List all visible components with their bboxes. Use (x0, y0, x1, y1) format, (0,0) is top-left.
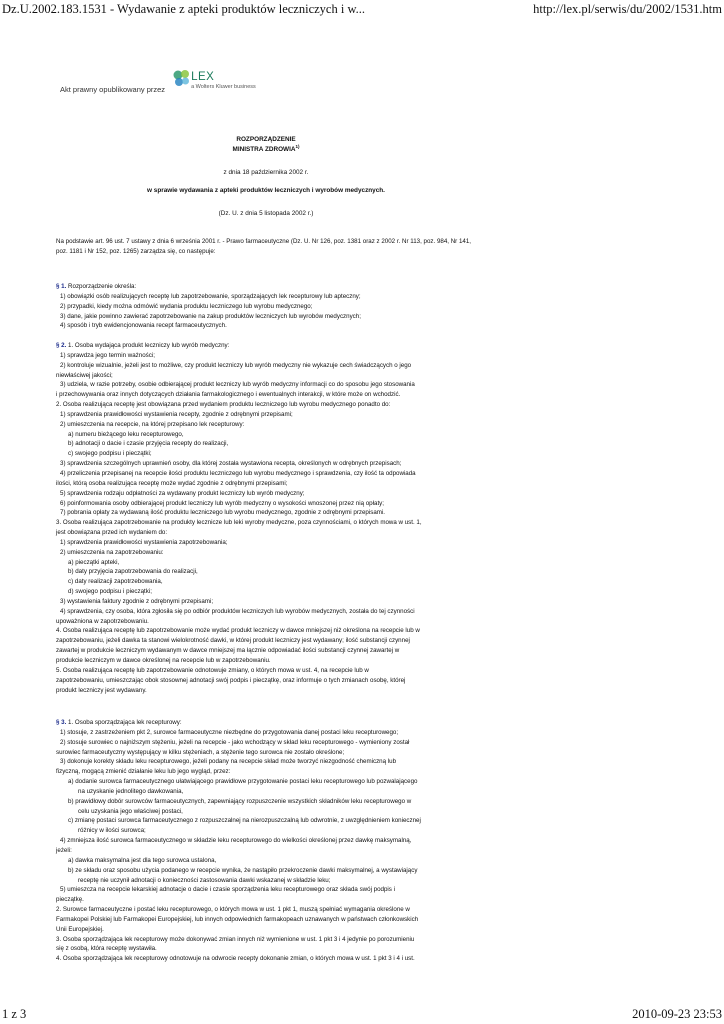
text-line: a) dodanie surowca farmaceutycznego ułatwiającego prawidłowe przygotowanie postaci leku recepturowego lub pozwalającego (68, 778, 418, 786)
text-line: 1) stosuje, z zastrzeżeniem pkt 2, surowce farmaceutyczne niezbędne do przygotowania danej postaci leku recepturowego; (60, 728, 399, 736)
page-counter: 1 z 3 (2, 1007, 27, 1021)
text-line: 2) przypadki, kiedy można odmówić wydania produktu leczniczego lub wyrobu medycznego; (60, 302, 313, 310)
text-line: 4) przeliczenia przepisanej na recepcie ilości produktu leczniczego lub wyrobu medycznego i sprawdzenia, czy ilość ta odpowiada (60, 469, 416, 477)
text-line: Unii Europejskiej. (56, 925, 104, 933)
text-line: 3. Osoba sporządzająca lek recepturowy może dokonywać zmian innych niż wymienione w ust. 1 pkt 3 i 4 jedynie po porozumieniu (56, 935, 415, 943)
text-line: b) ze składu oraz sposobu użycia podanego w recepcie wynika, że nastąpiło przekroczenie dawki maksymalnej, a wystawiający (68, 866, 418, 874)
doc-legal-basis: Na podstawie art. 96 ust. 7 ustawy z dnia 6 września 2001 r. - Prawo farmaceutyczne (Dz. U. Nr 126, poz. 1381 oraz z 2002 r. Nr 113, poz. 984, Nr 141, poz. 1181 i Nr 152, poz. 1265) zarządza się, co następuje: (56, 238, 471, 255)
text-line: b) prawidłowy dobór surowców farmaceutycznych, zapewniający rozpuszczenie wszystkich składników leku recepturowego w (68, 797, 412, 805)
text-line: 3. Osoba realizująca zapotrzebowanie na produkty lecznicze lub leki wyroby medyczne, poza czynnościami, o których mowa w ust. 1, (56, 519, 422, 527)
doc-title-line2 (56, 143, 476, 153)
lex-logo-subtitle: a Wolters Kluwer business (191, 84, 256, 90)
text-line: upoważniona w zapotrzebowaniu. (56, 617, 149, 625)
text-line: 3) udziela, w razie potrzeby, osobie odbierającej produkt leczniczy lub wyrób medyczny informacji co do sposobu jego stosowania (60, 381, 415, 389)
lex-logo-word: LEX (191, 71, 215, 83)
section-first-text: 1. Osoba wydająca produkt leczniczy lub wyrób medyczny: (66, 342, 230, 349)
text-line: fizyczną, mogącą zmienić działanie leku lub jego wygląd, przez: (56, 768, 231, 776)
text-line: produkcie leczniczym w dawce określonej na recepcie lub w zapotrzebowaniu. (56, 657, 271, 664)
text-line: Farmakopei Polskiej lub Farmakopei Europejskiej, lub innych odpowiednich farmakopeach uznawanych w państwach członkowskich (56, 915, 419, 923)
text-line: 2) kontroluje wizualnie, jeżeli jest to możliwe, czy produkt leczniczy lub wyrób medyczny nie wykazuje cech świadczących o jego (60, 361, 412, 369)
paragraph-mark: § 2. (56, 342, 67, 349)
doc-title-line1: ROZPORZĄDZENIE (236, 136, 296, 143)
text-line: 2. Osoba realizująca receptę jest obowiązana przed wydaniem produktu leczniczego lub wyrobu medycznego ponadto do: (56, 401, 391, 409)
text-line: produkt leczniczy jest wydawany. (56, 686, 147, 694)
text-line: b) daty przyjęcia zapotrzebowania do realizacji, (68, 568, 198, 576)
text-line: c) zmianę postaci surowca farmaceutycznego z rozpuszczalnej na nierozpuszczalną lub odwrotnie, z uwzględnieniem koniecznej (68, 817, 421, 825)
text-line: 3) dokonuje korekty składu leku recepturowego, jeżeli podany na recepcie skład może tworzyć niezgodność chemiczną lub (60, 758, 397, 766)
text-line: 2) umieszczenia na recepcie, na której przepisano lek recepturowy: (60, 420, 245, 428)
paragraph-mark: § 3. (56, 719, 67, 726)
section-first-text: 1. Osoba sporządzająca lek recepturowy: (66, 719, 182, 726)
text-line: 2) stosuje surowiec o najniższym stężeniu, jeżeli na recepcie - jako wchodzący w skład leku recepturowego - wymieniony został (60, 738, 410, 746)
section-2 (56, 341, 476, 695)
text-line: c) daty realizacji zapotrzebowania, (68, 578, 163, 586)
text-line: 1) sprawdzenia prawidłowości wystawienia zapotrzebowania; (60, 538, 228, 546)
text-line: c) swojego podpisu i pieczątki; (68, 450, 152, 458)
text-line: na uzyskanie jednolitego dawkowania, (78, 787, 184, 795)
text-line: a) numeru bieżącego leku recepturowego, (68, 430, 184, 438)
lex-logo-icon (171, 68, 193, 90)
text-line: 1) sprawdzenia prawidłowości wystawienia recepty, zgodnie z odrębnymi przepisami; (60, 410, 293, 418)
text-line: zawartej w produkcie leczniczym wydawanym w dawce mniejszej ma łącznie odpowiadać ilości substancji czynnej zawartej w (56, 647, 400, 655)
text-line: 5. Osoba realizująca receptę lub zapotrzebowanie odnotowuje zmiany, o których mowa w ust. 4, na recepcie lub w (56, 666, 369, 674)
text-line: 4. Osoba realizująca receptę lub zapotrzebowanie może wydać produkt leczniczy w dawce mniejszej niż określona na recepcie lub w (56, 627, 420, 635)
publisher-block (60, 68, 271, 94)
text-line: 4. Osoba sporządzająca lek recepturowy odnotowuje na odwrocie recepty dokonanie zmian, o których mowa w ust. 1 pkt 3 i 4 i ust. (56, 955, 415, 963)
doc-title-ministry: MINISTRA ZDROWIA (232, 146, 296, 153)
section-heading-line (56, 718, 476, 728)
text-line: 5) umieszcza na recepcie lekarskiej adnotacje o dacie i czasie sporządzenia leku recepturowego oraz składa swój podpis i (60, 886, 395, 894)
text-line: zapotrzebowaniu, jeżeli dawka ta stanowi wielokrotność dawki, w której produkt leczniczy jest wydawany; ilość substancji czynnej (56, 637, 410, 645)
text-line: ilości, którą osoba realizująca receptę może wydać zgodnie z odrębnymi przepisami; (56, 479, 288, 487)
text-line: b) adnotacji o dacie i czasie przyjęcia recepty do realizacji, (68, 440, 229, 448)
text-line: jeżeli: (56, 846, 72, 854)
text-line: 3) wystawienia faktury zgodnie z odrębnymi przepisami; (60, 597, 214, 605)
text-line: różnicy w ilości surowca; (78, 827, 146, 835)
footnote-ref[interactable]: 1) (295, 143, 300, 149)
text-line: 3) dane, jakie powinno zawierać zapotrzebowanie na zakup produktów leczniczych lub wyrobów medycznych; (60, 312, 361, 320)
doc-journal-ref: (Dz. U. z dnia 5 listopada 2002 r.) (218, 210, 314, 217)
text-line: pieczątkę. (56, 896, 84, 904)
text-line: 5) sprawdzenia rodzaju odpłatności za wydawany produkt leczniczy lub wyrób medyczny; (60, 489, 305, 497)
text-line: się z osobą, która receptę wystawiła. (56, 945, 157, 953)
text-line: d) swojego podpisu i pieczątki; (68, 588, 152, 596)
section-heading-line (56, 341, 476, 351)
text-line: 1) sprawdza jego termin ważności; (60, 351, 155, 359)
text-line: surowiec farmaceutyczny występujący w kilku stężeniach, a stężenie tego surowca nie zostało określone; (56, 748, 345, 756)
text-line: 4) zmniejsza ilość surowca farmaceutycznego w składzie leku recepturowego do wielkości określonej przez dawkę maksymalną, (60, 837, 412, 845)
page-url: http://lex.pl/serwis/du/2002/1531.htm (533, 2, 722, 16)
text-line: jest obowiązana przed ich wydaniem do: (56, 529, 168, 537)
text-line: celu uzyskania jego właściwej postaci, (78, 807, 183, 815)
doc-date: z dnia 18 października 2002 r. (223, 169, 309, 176)
text-line: 2. Surowce farmaceutyczne i postać leku recepturowego, o których mowa w ust. 1 pkt 1, muszą spełniać wymagania określone w (56, 906, 410, 914)
text-line: 4) sposób i tryb ewidencjonowania recept farmaceutycznych. (60, 322, 227, 330)
text-line: 3) sprawdzenia szczególnych uprawnień osoby, dla której została wystawiona recepta, określonych w odrębnych przepisach; (60, 460, 402, 468)
doc-subject: w sprawie wydawania z apteki produktów leczniczych i wyrobów medycznych. (147, 187, 385, 194)
paragraph-mark: § 1. (56, 283, 67, 290)
text-line: 4) sprawdzenia, czy osoba, która zgłosiła się po odbiór produktów leczniczych lub wyrobów medycznych, została do tej czynności (60, 607, 415, 615)
text-line: zapotrzebowaniu, umieszczając obok stosownej adnotacji swój podpis i pieczątkę, oraz informuje o tych zmianach osobę, której (56, 676, 406, 684)
text-line: niewłaściwej jakości; (56, 371, 113, 379)
text-line: a) pieczątki apteki, (68, 558, 120, 566)
text-line: a) dawka maksymalna jest dla tego surowca ustalona, (68, 856, 217, 864)
text-line: 7) pobrania opłaty za wydawaną ilość produktu leczniczego lub wyrobu medycznego, zgodnie z odrębnymi przepisami. (60, 509, 386, 517)
text-line: 2) umieszczenia na zapotrzebowaniu: (60, 548, 164, 556)
text-line: receptę nie uczynił adnotacji o konieczności zastosowania dawki wskazanej w składzie leku; (78, 876, 331, 884)
publisher-text: Akt prawny opublikowany przez (60, 84, 166, 94)
text-line: i przechowywania oraz innych dotyczących działania farmakologicznego i ewentualnych interakcji, w które może on wchodzić. (56, 391, 401, 399)
section-first-text: Rozporządzenie określa: (66, 283, 137, 290)
text-line: 6) poinformowania osoby odbierającej produkt leczniczy lub wyrób medyczny o wysokości wnoszonej przez nią opłaty; (60, 499, 384, 507)
print-timestamp: 2010-09-23 23:53 (632, 1007, 722, 1021)
section-1 (56, 282, 476, 331)
browser-page-title: Dz.U.2002.183.1531 - Wydawanie z apteki produktów leczniczych i w... (2, 2, 366, 16)
lex-logo[interactable] (171, 68, 271, 94)
text-line: 1) obowiązki osób realizujących receptę lub zapotrzebowanie, sporządzających lek recepturowy lub apteczny; (60, 292, 361, 300)
section-heading-line (56, 282, 476, 292)
section-3 (56, 718, 476, 964)
